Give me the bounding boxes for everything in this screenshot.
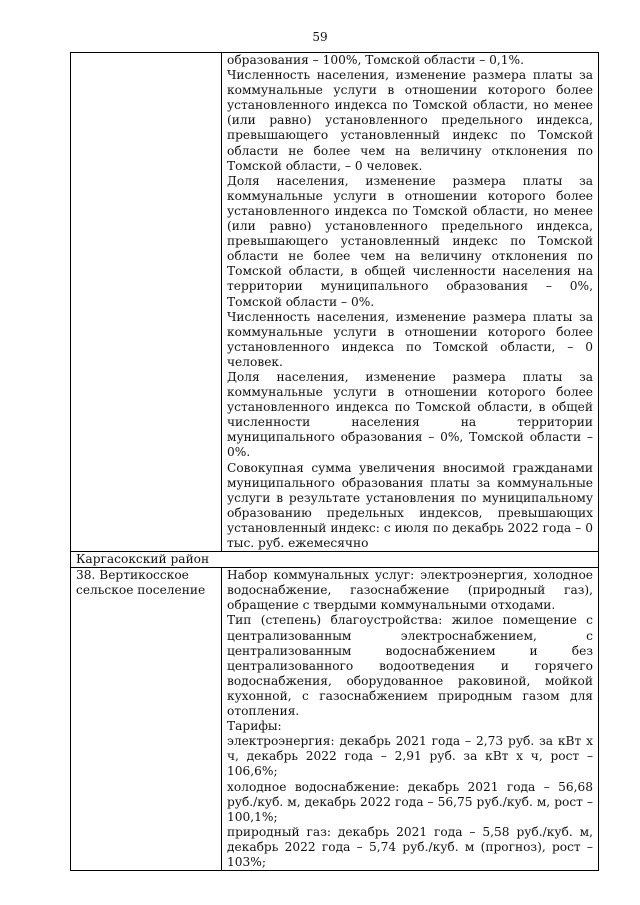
settlement-cell-empty	[71, 53, 222, 552]
region-name: Каргасокский район	[71, 552, 599, 568]
paragraph: Набор коммунальных услуг: электроэнергия, холодное водоснабжение, газоснабжение (природный газ), обращение с твердыми коммунальными отходами.	[227, 568, 593, 613]
table-row	[71, 53, 599, 552]
paragraph: природный газ: декабрь 2021 года – 5,58 руб./куб. м, декабрь 2022 года – 5,74 руб./куб. м (прогноз), рост – 103%;	[227, 824, 593, 869]
paragraph: холодное водоснабжение: декабрь 2021 года – 56,68 руб./куб. м, декабрь 2022 года – 56,75 руб./куб. м, рост – 100,1%;	[227, 779, 593, 824]
page-number: 59	[312, 30, 328, 44]
table-row	[71, 568, 599, 871]
paragraph: Численность населения, изменение размера платы за коммунальные услуги в отношении которого более установленного индекса по Томской области, – 0 человек.	[227, 309, 593, 369]
paragraph: Численность населения, изменение размера платы за коммунальные услуги в отношении которого более установленного индекса по Томской области, но менее (или равно) установленного предельного индекса, превышающего установленный индекс по Томской области не более чем на величину отклонения по Томской области, – 0 человек.	[227, 68, 593, 173]
paragraph: Доля населения, изменение размера платы за коммунальные услуги в отношении которого более установленного индекса по Томской области, но менее (или равно) установленного предельного индекса, превышающего установленный индекс по Томской области не более чем на величину отклонения по Томской области, в общей численности населения на территории муниципального образования – 0%, Томской области – 0%.	[227, 173, 593, 309]
paragraph: электроэнергия: декабрь 2021 года – 2,73 руб. за кВт х ч, декабрь 2022 года – 2,91 руб. за кВт х ч, рост – 106,6%;	[227, 734, 593, 779]
paragraph: Тип (степень) благоустройства: жилое помещение с централизованным электроснабжением, с централизованным водоснабжением и без централизованного водоотведения и горячего водоснабжения, оборудованное раковиной, мойкой кухонной, с газоснабжением природным газом для отопления.	[227, 613, 593, 719]
paragraph: образования – 100%, Томской области – 0,1%.	[227, 53, 524, 67]
paragraph: Совокупная сумма увеличения вносимой гражданами муниципального образования платы за коммунальные услуги в результате установления по муниципальному образованию предельных индексов, превышающих установленный индекс: с июля по декабрь 2022 года – 0 тыс. руб. ежемесячно	[227, 460, 593, 550]
region-row	[71, 552, 599, 568]
description-cell	[222, 53, 599, 552]
paragraph: Доля населения, изменение размера платы за коммунальные услуги в отношении которого более установленного индекса по Томской области, в общей численности населения на территории муниципального образования – 0%, Томской области – 0%.	[227, 369, 593, 460]
paragraph: Тарифы:	[227, 719, 282, 734]
description-cell	[222, 568, 599, 871]
indices-table	[70, 52, 599, 871]
settlement-name: 38. Вертикосское сельское поселение	[71, 568, 222, 871]
